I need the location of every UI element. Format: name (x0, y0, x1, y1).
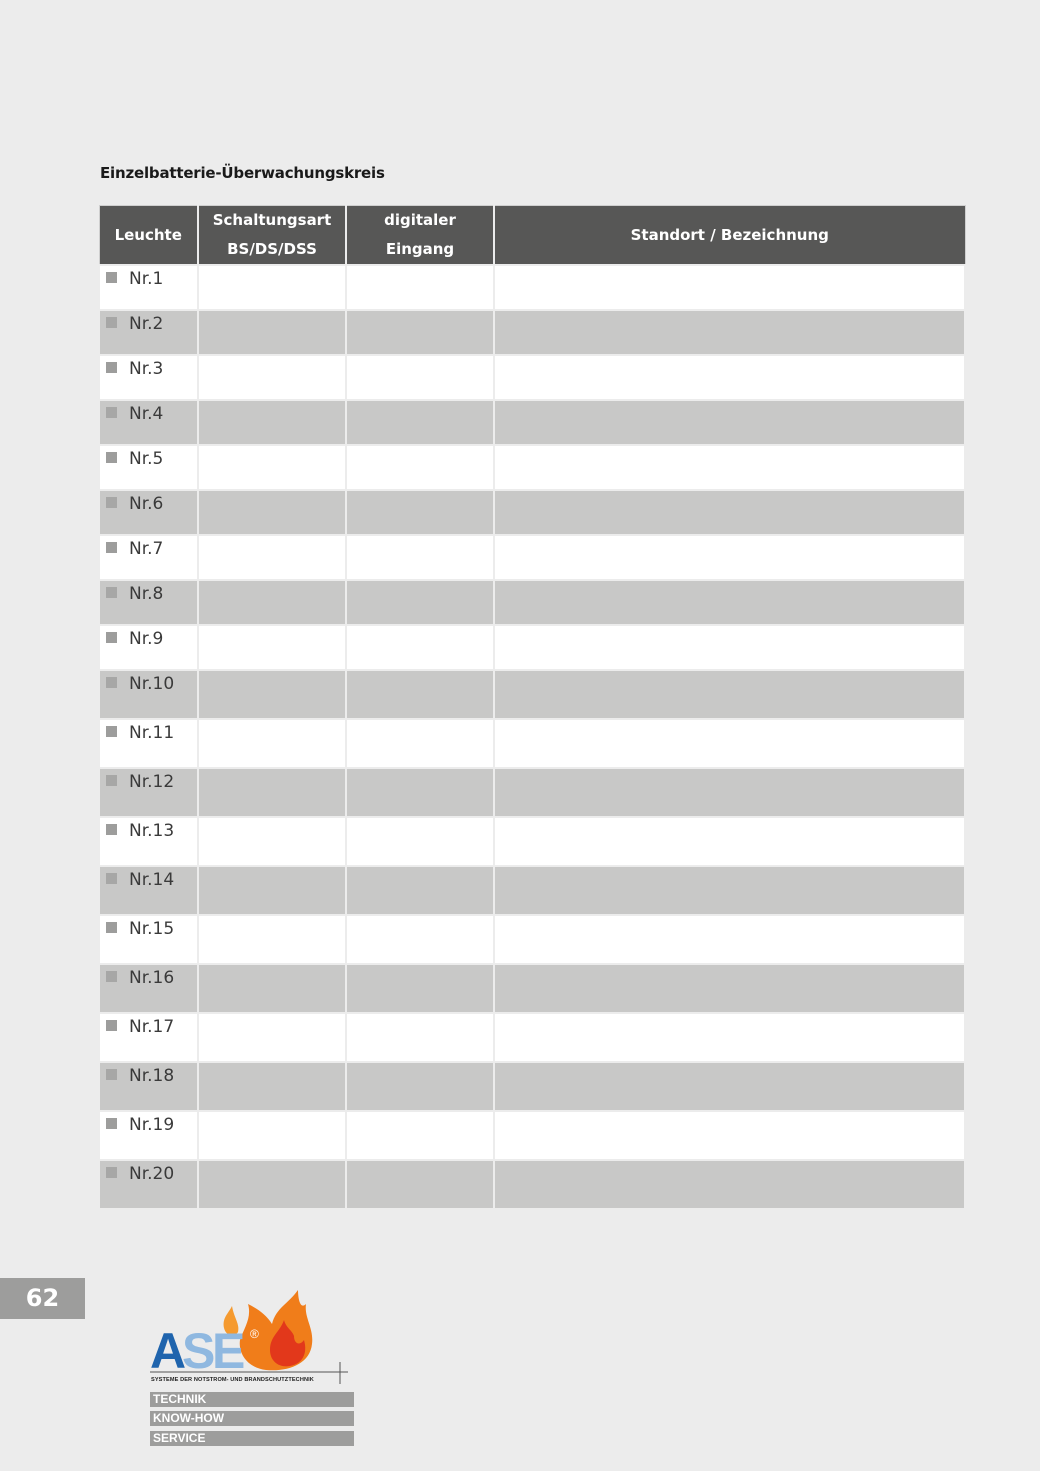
leuchte-label: Nr.11 (129, 723, 175, 743)
table-header-row (99, 206, 965, 266)
bullet-square-icon (106, 1069, 117, 1080)
cell-digitaler-eingang[interactable] (346, 719, 494, 768)
cell-schaltungsart[interactable] (198, 355, 346, 400)
leuchte-label: Nr.9 (129, 629, 164, 649)
cell-schaltungsart[interactable] (198, 1013, 346, 1062)
table-row (99, 490, 965, 535)
header-standort: Standort / Bezeichnung (494, 206, 965, 266)
header-schaltungsart-line1: Schaltungsart (212, 211, 332, 229)
cell-leuchte (99, 964, 198, 1013)
cell-leuchte (99, 1013, 198, 1062)
logo-tag-service: SERVICE (150, 1431, 354, 1446)
bullet-square-icon (106, 632, 117, 643)
table-row (99, 625, 965, 670)
cell-digitaler-eingang[interactable] (346, 817, 494, 866)
cell-digitaler-eingang[interactable] (346, 670, 494, 719)
table-row (99, 817, 965, 866)
bullet-square-icon (106, 1167, 117, 1178)
cell-schaltungsart[interactable] (198, 915, 346, 964)
cell-standort[interactable] (494, 355, 965, 400)
bullet-square-icon (106, 587, 117, 598)
cell-standort[interactable] (494, 964, 965, 1013)
cell-schaltungsart[interactable] (198, 490, 346, 535)
leuchte-label: Nr.1 (129, 269, 164, 289)
cell-digitaler-eingang[interactable] (346, 355, 494, 400)
header-digitaler-line1: digitaler (384, 211, 456, 229)
bullet-square-icon (106, 726, 117, 737)
cell-standort[interactable] (494, 310, 965, 355)
cell-standort[interactable] (494, 535, 965, 580)
cell-leuchte (99, 817, 198, 866)
header-digitaler-line2: Eingang (385, 240, 455, 258)
cell-digitaler-eingang[interactable] (346, 768, 494, 817)
bullet-square-icon (106, 824, 117, 835)
bullet-square-icon (106, 272, 117, 283)
leuchte-label: Nr.20 (129, 1164, 175, 1184)
cell-standort[interactable] (494, 915, 965, 964)
leuchte-label: Nr.7 (129, 539, 164, 559)
table-row (99, 310, 965, 355)
leuchte-label: Nr.19 (129, 1115, 175, 1135)
cell-schaltungsart[interactable] (198, 866, 346, 915)
monitoring-table-container (98, 205, 964, 1210)
leuchte-label: Nr.10 (129, 674, 175, 694)
cell-schaltungsart[interactable] (198, 719, 346, 768)
cell-standort[interactable] (494, 719, 965, 768)
cell-digitaler-eingang[interactable] (346, 866, 494, 915)
cell-standort[interactable] (494, 817, 965, 866)
bullet-square-icon (106, 542, 117, 553)
monitoring-table (98, 205, 966, 1210)
table-row (99, 719, 965, 768)
leuchte-label: Nr.5 (129, 449, 164, 469)
leuchte-label: Nr.16 (129, 968, 175, 988)
cell-schaltungsart[interactable] (198, 445, 346, 490)
cell-schaltungsart[interactable] (198, 1160, 346, 1209)
table-row (99, 1160, 965, 1209)
cell-digitaler-eingang[interactable] (346, 625, 494, 670)
leuchte-label: Nr.2 (129, 314, 164, 334)
logo-tag-technik: TECHNIK (150, 1392, 354, 1407)
cell-schaltungsart[interactable] (198, 265, 346, 310)
cell-schaltungsart[interactable] (198, 310, 346, 355)
cell-digitaler-eingang[interactable] (346, 265, 494, 310)
cell-standort[interactable] (494, 768, 965, 817)
cell-digitaler-eingang[interactable] (346, 1013, 494, 1062)
header-schaltungsart (198, 206, 346, 266)
logo-letter-s: S (182, 1323, 212, 1379)
bullet-square-icon (106, 1020, 117, 1031)
bullet-square-icon (106, 775, 117, 786)
cell-digitaler-eingang[interactable] (346, 1062, 494, 1111)
leuchte-label: Nr.17 (129, 1017, 175, 1037)
cell-digitaler-eingang[interactable] (346, 1111, 494, 1160)
logo-tag-know-how: KNOW-HOW (150, 1411, 354, 1426)
leuchte-label: Nr.3 (129, 359, 164, 379)
ase-logo (148, 1284, 358, 1449)
header-leuchte: Leuchte (99, 206, 198, 266)
cell-schaltungsart[interactable] (198, 768, 346, 817)
table-body (99, 265, 965, 1209)
leuchte-label: Nr.6 (129, 494, 164, 514)
bullet-square-icon (106, 317, 117, 328)
cell-leuchte (99, 310, 198, 355)
cell-schaltungsart[interactable] (198, 580, 346, 625)
cell-standort[interactable] (494, 445, 965, 490)
cell-leuchte (99, 625, 198, 670)
cell-leuchte (99, 445, 198, 490)
cell-standort[interactable] (494, 400, 965, 445)
bullet-square-icon (106, 922, 117, 933)
bullet-square-icon (106, 873, 117, 884)
bullet-square-icon (106, 971, 117, 982)
cell-schaltungsart[interactable] (198, 1111, 346, 1160)
table-row (99, 400, 965, 445)
table-row (99, 1062, 965, 1111)
cell-leuchte (99, 719, 198, 768)
cell-schaltungsart[interactable] (198, 535, 346, 580)
section-title: Einzelbatterie-Überwachungskreis (100, 164, 385, 182)
cell-leuchte (99, 265, 198, 310)
cell-standort[interactable] (494, 1062, 965, 1111)
registered-mark: ® (250, 1327, 259, 1341)
cell-leuchte (99, 768, 198, 817)
bullet-square-icon (106, 1118, 117, 1129)
ase-logo-graphic (148, 1284, 358, 1384)
cell-digitaler-eingang[interactable] (346, 964, 494, 1013)
cell-digitaler-eingang[interactable] (346, 915, 494, 964)
cell-leuchte (99, 355, 198, 400)
table-row (99, 355, 965, 400)
cell-digitaler-eingang[interactable] (346, 580, 494, 625)
leuchte-label: Nr.15 (129, 919, 175, 939)
leuchte-label: Nr.14 (129, 870, 175, 890)
cell-leuchte (99, 670, 198, 719)
page-number: 62 (0, 1278, 85, 1319)
cell-schaltungsart[interactable] (198, 964, 346, 1013)
cell-standort[interactable] (494, 490, 965, 535)
leuchte-label: Nr.18 (129, 1066, 175, 1086)
cell-schaltungsart[interactable] (198, 1062, 346, 1111)
cell-digitaler-eingang[interactable] (346, 490, 494, 535)
cell-standort[interactable] (494, 1160, 965, 1209)
cell-digitaler-eingang[interactable] (346, 535, 494, 580)
cell-standort[interactable] (494, 625, 965, 670)
logo-letter-e: E (212, 1323, 242, 1379)
cell-standort[interactable] (494, 1111, 965, 1160)
cell-leuchte (99, 490, 198, 535)
header-schaltungsart-line2: BS/DS/DSS (227, 240, 317, 258)
cell-schaltungsart[interactable] (198, 400, 346, 445)
cell-leuchte (99, 866, 198, 915)
cell-leuchte (99, 400, 198, 445)
cell-leuchte (99, 580, 198, 625)
table-row (99, 445, 965, 490)
cell-leuchte (99, 1160, 198, 1209)
bullet-square-icon (106, 407, 117, 418)
cell-schaltungsart[interactable] (198, 670, 346, 719)
cell-standort[interactable] (494, 580, 965, 625)
leuchte-label: Nr.12 (129, 772, 175, 792)
cell-digitaler-eingang[interactable] (346, 400, 494, 445)
leuchte-label: Nr.13 (129, 821, 175, 841)
logo-subtitle: SYSTEME DER NOTSTROM- UND BRANDSCHUTZTECHNIK (151, 1377, 314, 1383)
table-row (99, 866, 965, 915)
cell-schaltungsart[interactable] (198, 817, 346, 866)
cell-standort[interactable] (494, 265, 965, 310)
table-row (99, 915, 965, 964)
table-row (99, 670, 965, 719)
cell-standort[interactable] (494, 866, 965, 915)
cell-leuchte (99, 535, 198, 580)
table-row (99, 580, 965, 625)
table-row (99, 1013, 965, 1062)
cell-leuchte (99, 1062, 198, 1111)
cell-schaltungsart[interactable] (198, 625, 346, 670)
cell-leuchte (99, 915, 198, 964)
cell-digitaler-eingang[interactable] (346, 445, 494, 490)
table-row (99, 1111, 965, 1160)
header-digitaler-eingang (346, 206, 494, 266)
table-row (99, 964, 965, 1013)
bullet-square-icon (106, 452, 117, 463)
table-row (99, 265, 965, 310)
table-row (99, 768, 965, 817)
cell-digitaler-eingang[interactable] (346, 310, 494, 355)
leuchte-label: Nr.8 (129, 584, 164, 604)
cell-standort[interactable] (494, 1013, 965, 1062)
cell-leuchte (99, 1111, 198, 1160)
logo-letter-a: A (150, 1323, 183, 1379)
leuchte-label: Nr.4 (129, 404, 164, 424)
bullet-square-icon (106, 497, 117, 508)
table-row (99, 535, 965, 580)
cell-standort[interactable] (494, 670, 965, 719)
cell-digitaler-eingang[interactable] (346, 1160, 494, 1209)
bullet-square-icon (106, 362, 117, 373)
bullet-square-icon (106, 677, 117, 688)
